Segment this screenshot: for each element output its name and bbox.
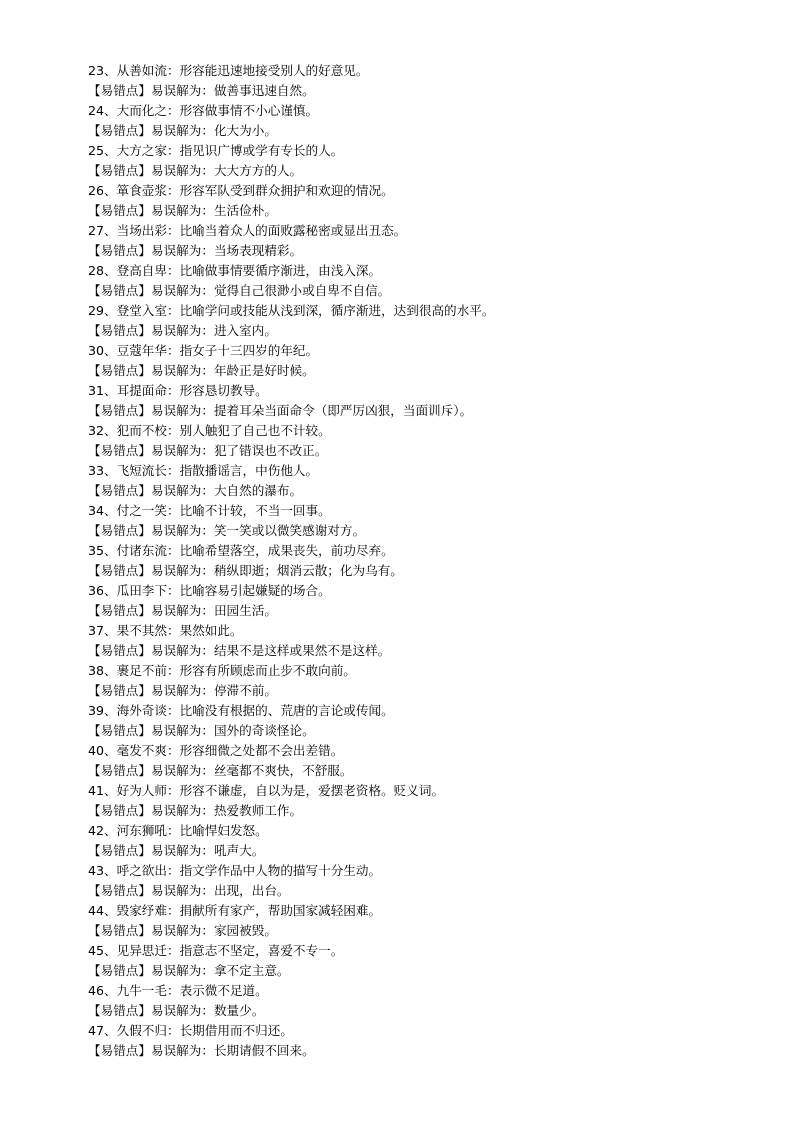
common-mistake-note: 【易错点】易误解为：数量少。	[88, 1003, 265, 1018]
common-mistake-note: 【易错点】易误解为：家园被毁。	[88, 923, 277, 938]
common-mistake-note: 【易错点】易误解为：笑一笑或以微笑感谢对方。	[88, 523, 366, 538]
common-mistake-note: 【易错点】易误解为：田园生活。	[88, 603, 277, 618]
idiom-definition: 29、登堂入室：比喻学问或技能从浅到深，循序渐进，达到很高的水平。	[88, 303, 495, 318]
idiom-definition: 27、当场出彩：比喻当着众人的面败露秘密或显出丑态。	[88, 223, 407, 238]
idiom-definition: 41、好为人师：形容不谦虚，自以为是，爱摆老资格。贬义词。	[88, 783, 445, 798]
common-mistake-note: 【易错点】易误解为：当场表现精彩。	[88, 243, 303, 258]
common-mistake-note: 【易错点】易误解为：国外的奇谈怪论。	[88, 723, 315, 738]
common-mistake-note: 【易错点】易误解为：提着耳朵当面命令（即严厉凶狠，当面训斥）。	[88, 403, 473, 418]
common-mistake-note: 【易错点】易误解为：化大为小。	[88, 123, 277, 138]
common-mistake-note: 【易错点】易误解为：热爱教师工作。	[88, 803, 303, 818]
common-mistake-note: 【易错点】易误解为：出现，出台。	[88, 883, 290, 898]
document-body	[88, 61, 768, 1061]
idiom-definition: 39、海外奇谈：比喻没有根据的、荒唐的言论或传闻。	[88, 703, 394, 718]
common-mistake-note: 【易错点】易误解为：稍纵即逝；烟消云散；化为乌有。	[88, 563, 403, 578]
common-mistake-note: 【易错点】易误解为：生活俭朴。	[88, 203, 277, 218]
common-mistake-note: 【易错点】易误解为：做善事迅速自然。	[88, 83, 315, 98]
idiom-definition: 47、久假不归：长期借用而不归还。	[88, 1023, 293, 1038]
common-mistake-note: 【易错点】易误解为：年龄正是好时候。	[88, 363, 315, 378]
common-mistake-note: 【易错点】易误解为：觉得自己很渺小或自卑不自信。	[88, 283, 391, 298]
common-mistake-note: 【易错点】易误解为：结果不是这样或果然不是这样。	[88, 643, 391, 658]
idiom-definition: 26、箪食壶浆：形容军队受到群众拥护和欢迎的情况。	[88, 183, 394, 198]
idiom-definition: 32、犯而不校：别人触犯了自己也不计较。	[88, 423, 331, 438]
idiom-definition: 30、豆蔻年华：指女子十三四岁的年纪。	[88, 343, 319, 358]
common-mistake-note: 【易错点】易误解为：大大方方的人。	[88, 163, 303, 178]
idiom-definition: 46、九牛一毛：表示微不足道。	[88, 983, 268, 998]
common-mistake-note: 【易错点】易误解为：长期请假不回来。	[88, 1043, 315, 1058]
idiom-definition: 25、大方之家：指见识广博或学有专长的人。	[88, 143, 344, 158]
idiom-definition: 35、付诸东流：比喻希望落空，成果丧失，前功尽弃。	[88, 543, 394, 558]
common-mistake-note: 【易错点】易误解为：犯了错误也不改正。	[88, 443, 328, 458]
idiom-definition: 31、耳提面命：形容恳切教导。	[88, 383, 268, 398]
idiom-definition: 43、呼之欲出：指文学作品中人物的描写十分生动。	[88, 863, 382, 878]
idiom-definition: 37、果不其然：果然如此。	[88, 623, 243, 638]
idiom-definition: 45、见异思迁：指意志不坚定，喜爱不专一。	[88, 943, 344, 958]
common-mistake-note: 【易错点】易误解为：进入室内。	[88, 323, 277, 338]
idiom-definition: 23、从善如流：形容能迅速地接受别人的好意见。	[88, 63, 369, 78]
idiom-definition: 42、河东狮吼：比喻悍妇发怒。	[88, 823, 268, 838]
idiom-definition: 36、瓜田李下：比喻容易引起嫌疑的场合。	[88, 583, 331, 598]
idiom-definition: 38、裹足不前：形容有所顾虑而止步不敢向前。	[88, 663, 356, 678]
idiom-definition: 34、付之一笑：比喻不计较，不当一回事。	[88, 503, 331, 518]
common-mistake-note: 【易错点】易误解为：拿不定主意。	[88, 963, 290, 978]
common-mistake-note: 【易错点】易误解为：大自然的瀑布。	[88, 483, 303, 498]
common-mistake-note: 【易错点】易误解为：吼声大。	[88, 843, 265, 858]
common-mistake-note: 【易错点】易误解为：丝毫都不爽快，不舒服。	[88, 763, 353, 778]
idiom-definition: 28、登高自卑：比喻做事情要循序渐进，由浅入深。	[88, 263, 382, 278]
idiom-definition: 33、飞短流长：指散播谣言，中伤他人。	[88, 463, 319, 478]
idiom-definition: 44、毁家纾难：捐献所有家产，帮助国家减轻困难。	[88, 903, 382, 918]
idiom-definition: 24、大而化之：形容做事情不小心谨慎。	[88, 103, 319, 118]
idiom-definition: 40、毫发不爽：形容细微之处都不会出差错。	[88, 743, 344, 758]
common-mistake-note: 【易错点】易误解为：停滞不前。	[88, 683, 277, 698]
